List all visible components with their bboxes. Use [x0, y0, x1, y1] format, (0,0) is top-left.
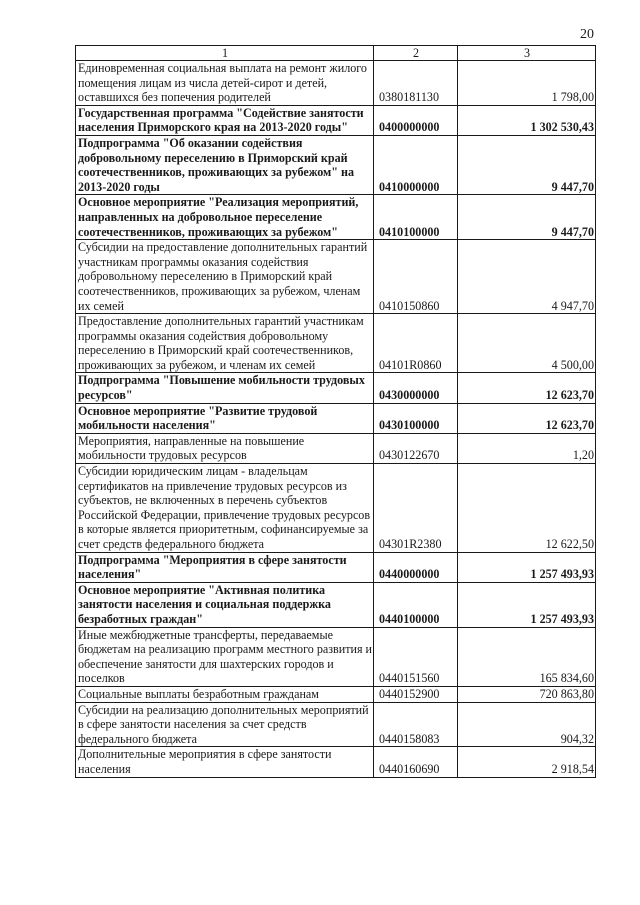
table-row [76, 105, 596, 135]
table-row [76, 702, 596, 747]
row-sum-cell: 904,32 [458, 702, 596, 747]
row-name-cell: Иные межбюджетные трансферты, передаваемые бюджетам на реализацию программ местного развития и обеспечение занятости для шахтерских городов и поселков [76, 627, 374, 686]
row-code-cell: 0440160690 [374, 747, 458, 777]
row-name-cell: Субсидии на предоставление дополнительных гарантий участникам программы оказания содействия добровольному переселению в Приморский край соотечественников, проживающих за рубежом, членам их семей [76, 240, 374, 314]
row-code-cell: 04101R0860 [374, 314, 458, 373]
page-number: 20 [580, 27, 594, 42]
row-code-cell: 0440152900 [374, 686, 458, 702]
row-sum-cell: 9 447,70 [458, 195, 596, 240]
row-code-cell: 0430122670 [374, 433, 458, 463]
row-code-cell: 0440151560 [374, 627, 458, 686]
row-sum-cell: 12 623,70 [458, 373, 596, 403]
row-name-cell: Единовременная социальная выплата на ремонт жилого помещения лицам из числа детей-сирот и детей, оставшихся без попечения родителей [76, 61, 374, 106]
table-row [76, 464, 596, 553]
row-sum-cell: 4 500,00 [458, 314, 596, 373]
table-row [76, 433, 596, 463]
column-header-name: 1 [76, 46, 374, 61]
row-sum-cell: 1 302 530,43 [458, 105, 596, 135]
row-name-cell: Подпрограмма "Повышение мобильности трудовых ресурсов" [76, 373, 374, 403]
table-row [76, 627, 596, 686]
table-header-row [76, 46, 596, 61]
table-row [76, 240, 596, 314]
row-sum-cell: 1 257 493,93 [458, 582, 596, 627]
column-header-sum: 3 [458, 46, 596, 61]
row-name-cell: Субсидии на реализацию дополнительных мероприятий в сфере занятости населения за счет средств федерального бюджета [76, 702, 374, 747]
row-code-cell: 0410100000 [374, 195, 458, 240]
budget-table [75, 45, 596, 778]
row-name-cell: Государственная программа "Содействие занятости населения Приморского края на 2013-2020 годы" [76, 105, 374, 135]
row-name-cell: Подпрограмма "Об оказании содействия добровольному переселению в Приморский край соотечественников, проживающих за рубежом" на 2013-2020 годы [76, 135, 374, 194]
row-sum-cell: 12 622,50 [458, 464, 596, 553]
row-name-cell: Дополнительные мероприятия в сфере занятости населения [76, 747, 374, 777]
row-sum-cell: 1,20 [458, 433, 596, 463]
table-body [76, 61, 596, 778]
row-sum-cell: 720 863,80 [458, 686, 596, 702]
table-row [76, 135, 596, 194]
row-code-cell: 0410150860 [374, 240, 458, 314]
row-code-cell: 0440000000 [374, 552, 458, 582]
row-sum-cell: 4 947,70 [458, 240, 596, 314]
row-name-cell: Мероприятия, направленные на повышение мобильности трудовых ресурсов [76, 433, 374, 463]
table-row [76, 403, 596, 433]
table-row [76, 314, 596, 373]
row-code-cell: 0400000000 [374, 105, 458, 135]
row-name-cell: Предоставление дополнительных гарантий участникам программы оказания содействия добровольному переселению в Приморский край соотечественников, проживающих за рубежом, и членам их семей [76, 314, 374, 373]
row-code-cell: 0430000000 [374, 373, 458, 403]
row-sum-cell: 9 447,70 [458, 135, 596, 194]
row-name-cell: Основное мероприятие "Развитие трудовой мобильности населения" [76, 403, 374, 433]
table-row [76, 373, 596, 403]
row-code-cell: 0440158083 [374, 702, 458, 747]
table-row [76, 582, 596, 627]
row-code-cell: 0430100000 [374, 403, 458, 433]
table-row [76, 686, 596, 702]
row-code-cell: 0380181130 [374, 61, 458, 106]
row-sum-cell: 1 798,00 [458, 61, 596, 106]
row-code-cell: 0410000000 [374, 135, 458, 194]
row-sum-cell: 12 623,70 [458, 403, 596, 433]
table-row [76, 61, 596, 106]
row-sum-cell: 1 257 493,93 [458, 552, 596, 582]
row-name-cell: Основное мероприятие "Активная политика занятости населения и социальная поддержка безработных граждан" [76, 582, 374, 627]
table-row [76, 195, 596, 240]
row-name-cell: Субсидии юридическим лицам - владельцам сертификатов на привлечение трудовых ресурсов из субъектов, не включенных в перечень субъектов Российской Федерации, привлечение трудовых ресурсов в которые является приоритетным, софинансируемые за счет средств федерального бюджета [76, 464, 374, 553]
row-name-cell: Подпрограмма "Мероприятия в сфере занятости населения" [76, 552, 374, 582]
row-name-cell: Основное мероприятие "Реализация мероприятий, направленных на добровольное переселение соотечественников, проживающих за рубежом" [76, 195, 374, 240]
row-sum-cell: 165 834,60 [458, 627, 596, 686]
table-row [76, 552, 596, 582]
table-row [76, 747, 596, 777]
row-sum-cell: 2 918,54 [458, 747, 596, 777]
row-name-cell: Социальные выплаты безработным гражданам [76, 686, 374, 702]
row-code-cell: 04301R2380 [374, 464, 458, 553]
row-code-cell: 0440100000 [374, 582, 458, 627]
column-header-code: 2 [374, 46, 458, 61]
